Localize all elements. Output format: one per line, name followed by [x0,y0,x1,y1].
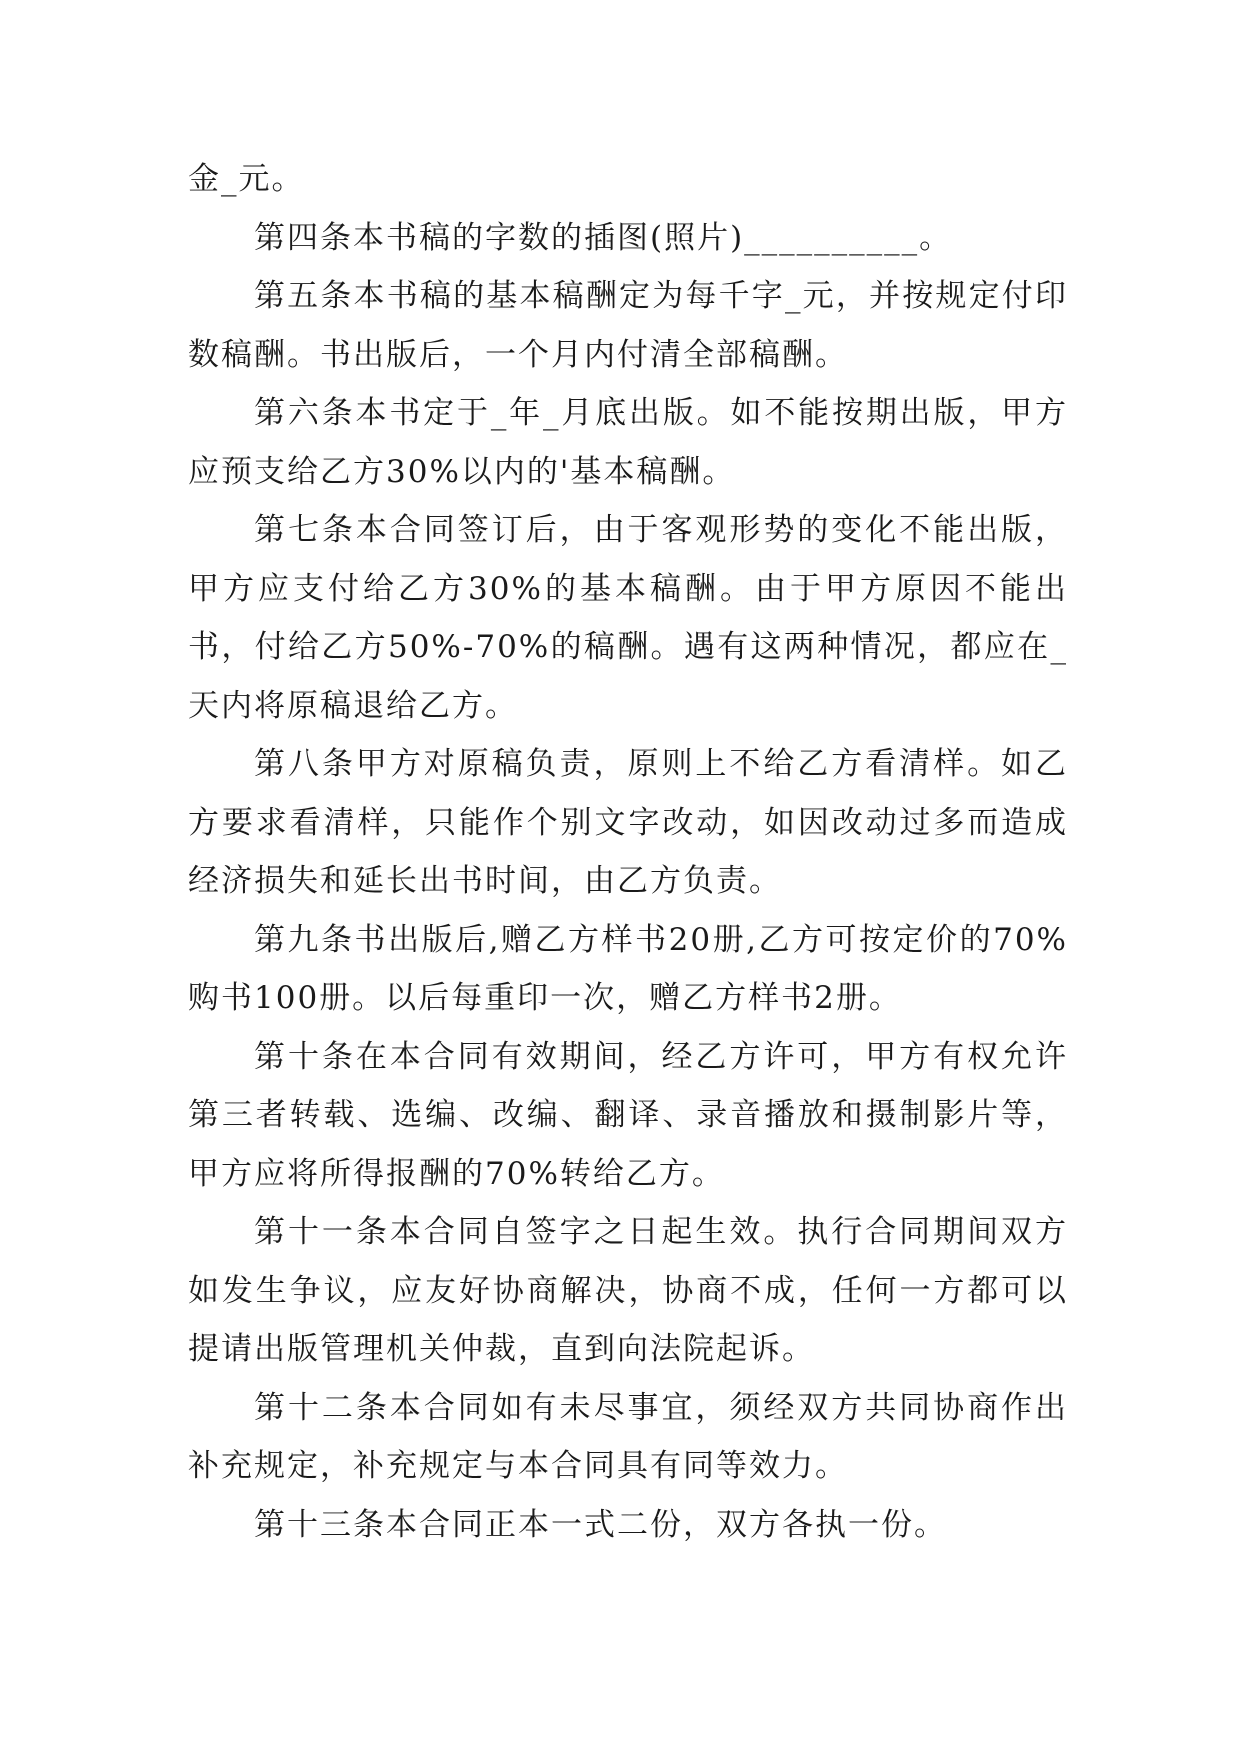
article-5-paragraph: 第五条本书稿的基本稿酬定为每千字_元，并按规定付印数稿酬。书出版后，一个月内付清全部稿酬。 [188,278,1068,373]
document-body [188,150,1068,1554]
article-6-paragraph: 第六条本书定于_年_月底出版。如不能按期出版，甲方应预支给乙方30%以内的'基本稿酬。 [188,395,1068,490]
article-4-paragraph: 第四条本书稿的字数的插图(照片)__________。 [254,219,953,256]
article-10-paragraph: 第十条在本合同有效期间，经乙方许可，甲方有权允许第三者转载、选编、改编、翻译、录音播放和摄制影片等，甲方应将所得报酬的70%转给乙方。 [188,1038,1068,1192]
article-8-paragraph: 第八条甲方对原稿负责，原则上不给乙方看清样。如乙方要求看清样，只能作个别文字改动，如因改动过多而造成经济损失和延长出书时间，由乙方负责。 [188,746,1068,899]
article-12-paragraph: 第十二条本合同如有未尽事宜，须经双方共同协商作出补充规定，补充规定与本合同具有同等效力。 [188,1389,1068,1484]
article-13-paragraph: 第十三条本合同正本一式二份，双方各执一份。 [254,1506,947,1543]
article-11-paragraph: 第十一条本合同自签字之日起生效。执行合同期间双方如发生争议，应友好协商解决，协商不成，任何一方都可以提请出版管理机关仲裁，直到向法院起诉。 [188,1214,1068,1367]
article-7-paragraph: 第七条本合同签订后，由于客观形势的变化不能出版，甲方应支付给乙方30%的基本稿酬。由于甲方原因不能出书，付给乙方50%-70%的稿酬。遇有这两种情况，都应在_天内将原稿退给乙方。 [188,512,1068,724]
paragraph-continuation: 金_元。 [188,161,305,197]
article-9-paragraph: 第九条书出版后,赠乙方样书20册,乙方可按定价的70%购书100册。以后每重印一次，赠乙方样书2册。 [188,921,1068,1016]
